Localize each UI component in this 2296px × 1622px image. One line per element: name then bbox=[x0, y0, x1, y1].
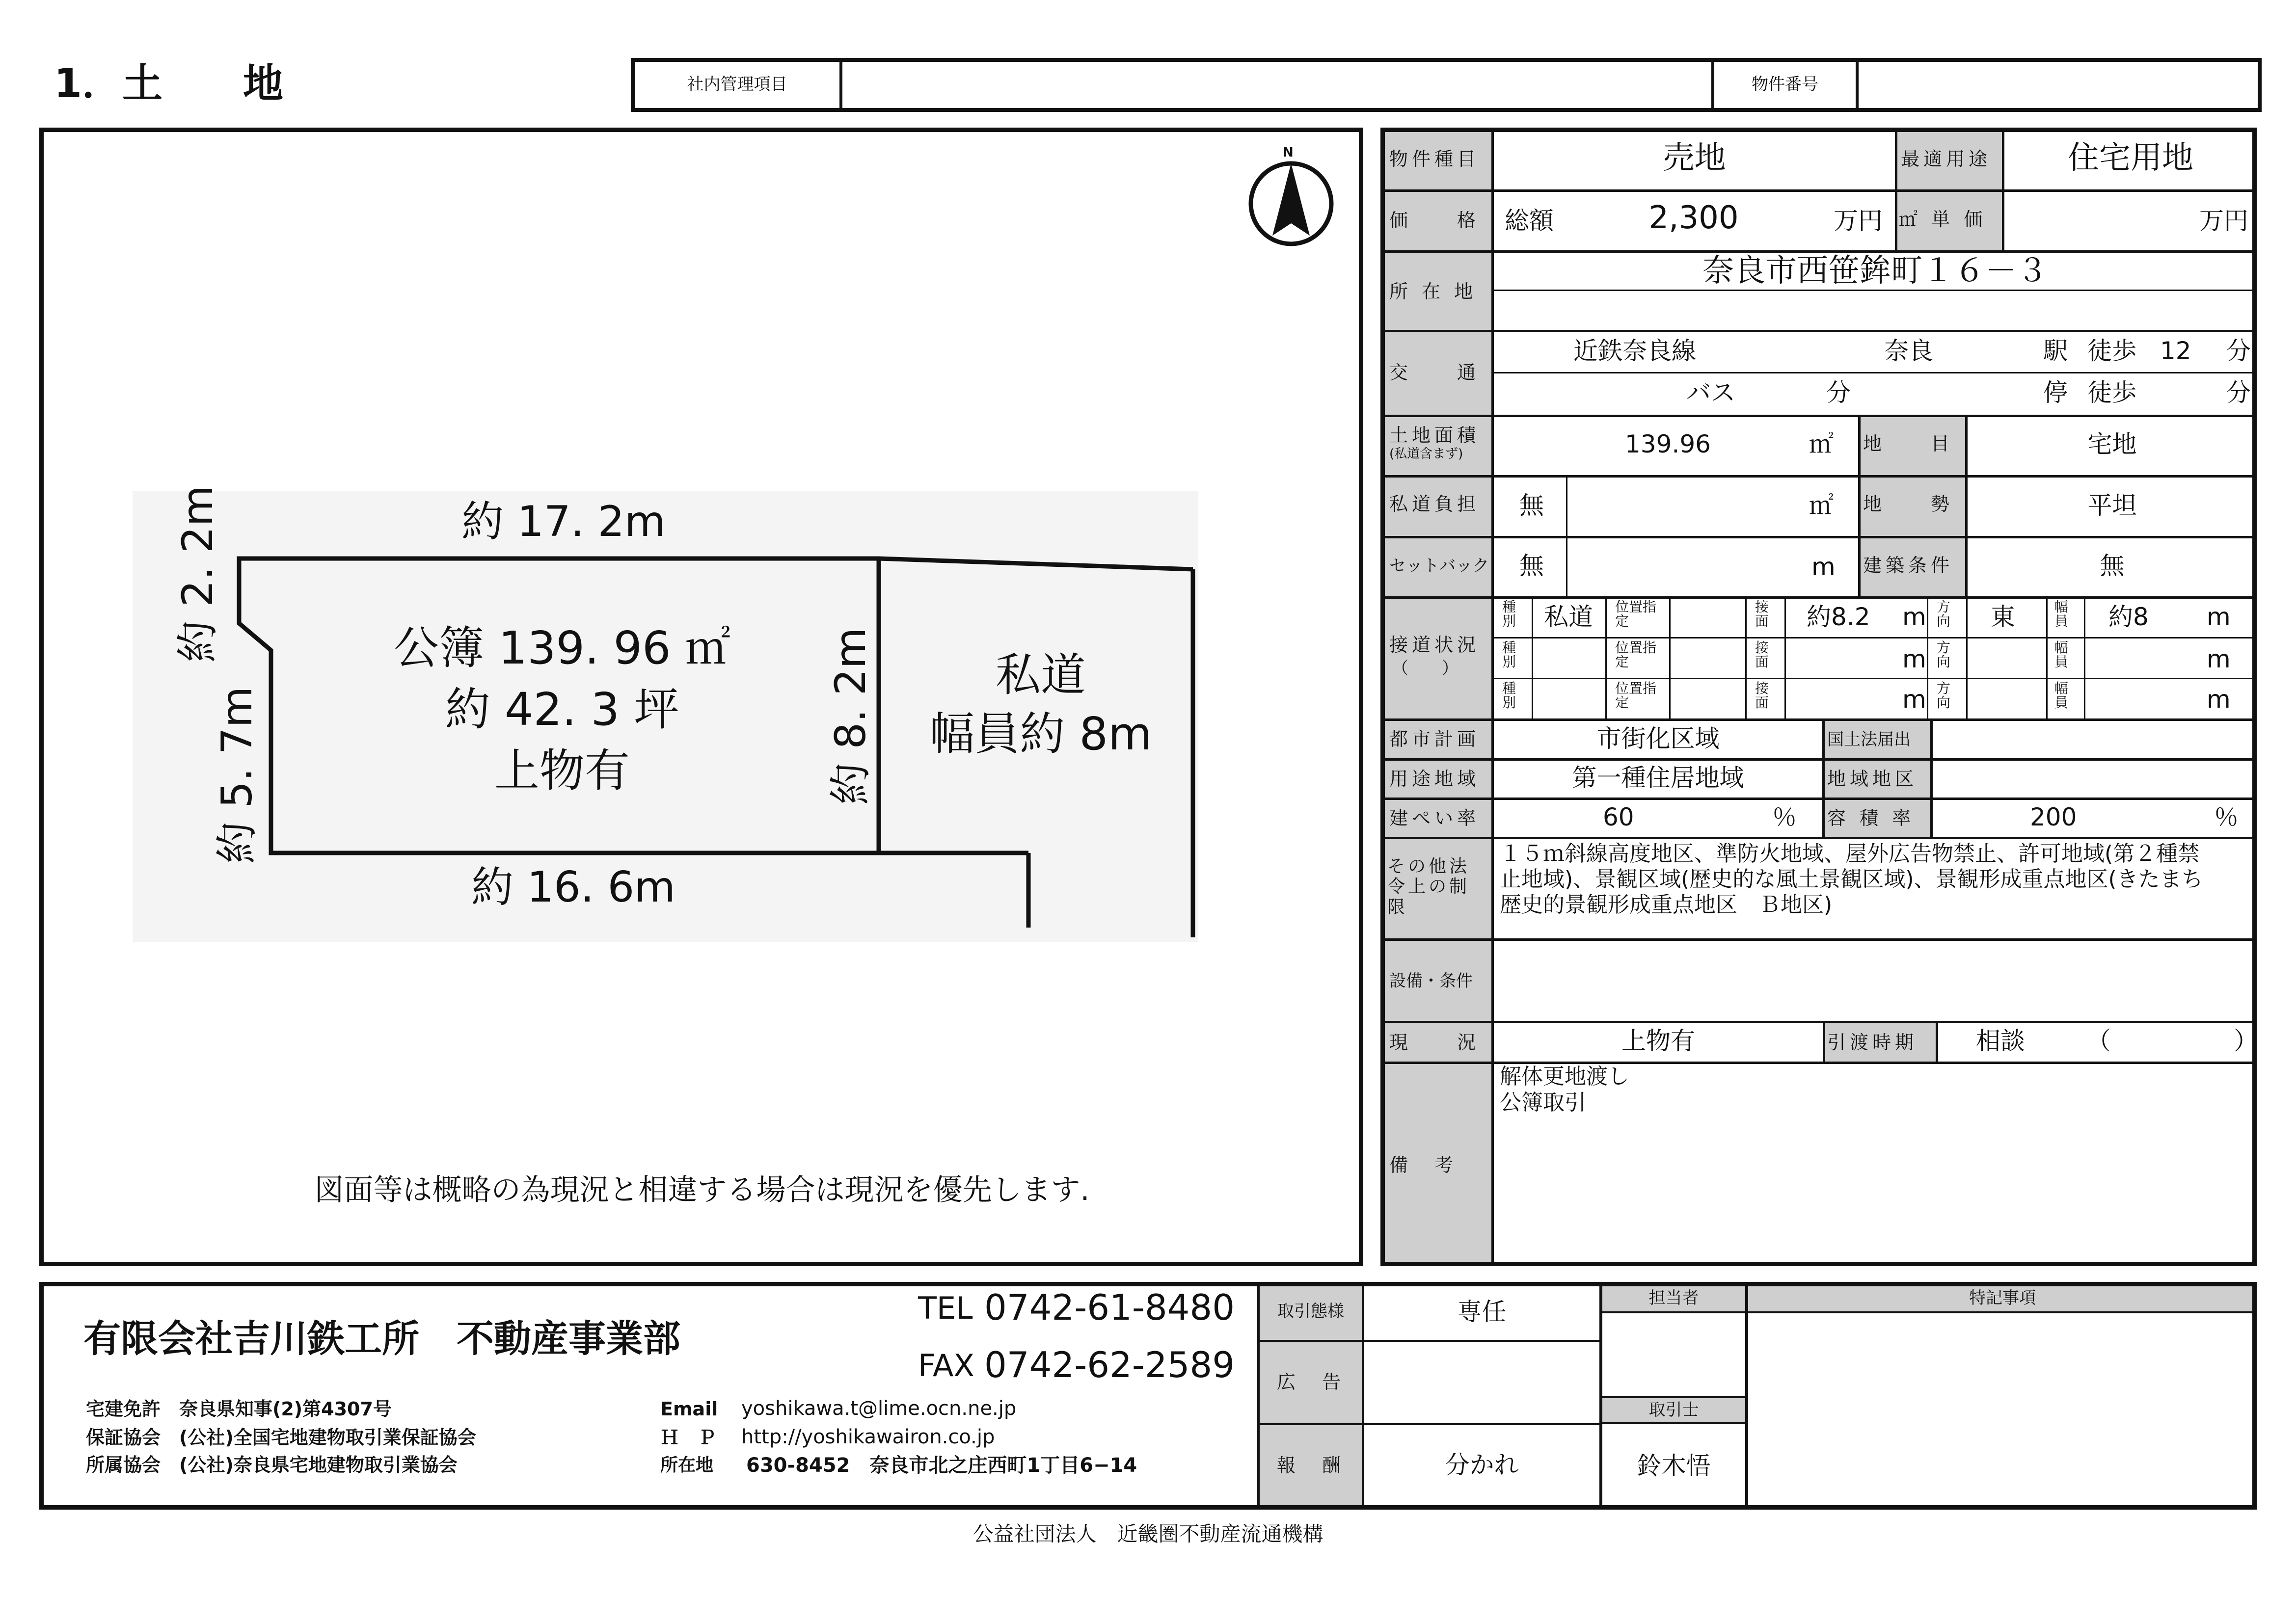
email-link[interactable]: yoshikawa.t@lime.ocn.ne.jp bbox=[741, 1397, 1017, 1420]
bus-label: バス bbox=[1686, 378, 1735, 407]
land-area-value: 139.96 bbox=[1625, 430, 1711, 458]
disclaimer: 図面等は概略の為現況と相違する場合は現況を優先します. bbox=[314, 1173, 1090, 1207]
price-label: 価 格 bbox=[1389, 210, 1480, 231]
lot-tsubo-line: 約 42. 3 坪 bbox=[445, 683, 679, 736]
road-unit-1b: m bbox=[2207, 603, 2231, 631]
far-unit: ％ bbox=[2214, 803, 2239, 831]
bcr-label: 建ぺい率 bbox=[1389, 807, 1480, 829]
road-h-type: 種別 bbox=[1502, 599, 1516, 630]
agent-value: 鈴木悟 bbox=[1637, 1452, 1711, 1480]
build-cond-label: 建築条件 bbox=[1863, 555, 1954, 576]
fee-value: 分かれ bbox=[1445, 1451, 1519, 1479]
district-label: 地域地区 bbox=[1827, 768, 1918, 790]
section-title: 1．土 地 bbox=[54, 60, 284, 107]
total-value: 2,300 bbox=[1648, 200, 1739, 236]
agent-label: 取引士 bbox=[1648, 1400, 1699, 1420]
city-plan-label: 都市計画 bbox=[1389, 728, 1480, 750]
organization: 公益社団法人 近畿圏不動産流通機構 bbox=[972, 1522, 1324, 1546]
road-h-dir: 方向 bbox=[1937, 599, 1951, 630]
address: 630-8452 奈良市北之庄西町1丁目6−14 bbox=[746, 1454, 1137, 1477]
guarantee-assoc: 保証協会 (公社)全国宅地建物取引業保証協会 bbox=[86, 1427, 476, 1448]
zoning-label: 用途地域 bbox=[1389, 768, 1480, 790]
road-h-width: 幅員 bbox=[2054, 599, 2069, 630]
road-unit-1a: m bbox=[1902, 603, 1926, 631]
traffic-label: 交 通 bbox=[1389, 362, 1480, 383]
lot-area-line: 公簿 139. 96 ㎡ bbox=[394, 622, 730, 674]
email-label: Email bbox=[660, 1398, 718, 1420]
private-road-label: 私道 bbox=[995, 649, 1086, 701]
location-value: 奈良市西笹鉾町１６－３ bbox=[1702, 253, 2048, 289]
total-unit: 万円 bbox=[1834, 207, 1883, 235]
road-h-pos-2: 位置指定 bbox=[1615, 639, 1657, 670]
road-h-dir-2: 方向 bbox=[1937, 639, 1951, 670]
road-h-front-3: 接面 bbox=[1755, 680, 1769, 711]
staff-label: 担当者 bbox=[1648, 1288, 1699, 1308]
facility-label: 設備・条件 bbox=[1389, 971, 1473, 991]
tel-number: 0742-61-8480 bbox=[984, 1287, 1235, 1328]
handover-label: 引渡時期 bbox=[1827, 1032, 1918, 1053]
chisei-value: 平坦 bbox=[2087, 491, 2137, 520]
city-plan-value: 市街化区域 bbox=[1596, 724, 1720, 753]
bcr-unit: ％ bbox=[1772, 803, 1797, 831]
build-cond-value: 無 bbox=[2100, 552, 2125, 580]
remarks-line-1: 解体更地渡し bbox=[1500, 1064, 1629, 1089]
line-name: 近鉄奈良線 bbox=[1573, 337, 1696, 365]
private-road-burden-value: 無 bbox=[1519, 491, 1544, 520]
address-label: 所在地 bbox=[660, 1455, 714, 1475]
private-road-burden-label: 私道負担 bbox=[1389, 493, 1480, 515]
road-unit-3a: m bbox=[1902, 685, 1926, 714]
tel-label: TEL bbox=[918, 1290, 973, 1326]
bcr-value: 60 bbox=[1603, 803, 1634, 831]
private-road-burden-unit: ㎡ bbox=[1809, 491, 1834, 520]
road-h-width-2: 幅員 bbox=[2054, 639, 2069, 670]
dim-left-lower: 約 5. 7m bbox=[213, 686, 262, 864]
walk-unit-2: 分 bbox=[2226, 378, 2251, 407]
road-h-type-3: 種別 bbox=[1502, 680, 1516, 711]
station-suffix: 駅 bbox=[2043, 337, 2068, 365]
north-label: N bbox=[1283, 145, 1294, 160]
license-no: 宅建免許 奈良県知事(2)第4307号 bbox=[86, 1398, 392, 1420]
road-width-1: 約8 bbox=[2108, 603, 2149, 631]
unit-price-unit: 万円 bbox=[2199, 207, 2248, 235]
dim-frontage: 約 8. 2m bbox=[826, 627, 875, 805]
road-unit-2b: m bbox=[2207, 645, 2231, 673]
other-law-label: その他法令上の制限 bbox=[1387, 856, 1470, 917]
road-h-pos: 位置指定 bbox=[1615, 599, 1657, 630]
status-value: 上物有 bbox=[1621, 1027, 1695, 1055]
handover-value: 相談 （ ） bbox=[1976, 1027, 2258, 1055]
road-unit-3b: m bbox=[2207, 685, 2231, 714]
road-unit-2a: m bbox=[1902, 645, 1926, 673]
road-status-sub: （ ） bbox=[1392, 659, 1459, 678]
land-area-sub: (私道含まず) bbox=[1389, 447, 1463, 461]
best-use-label: 最適用途 bbox=[1901, 148, 1992, 170]
company-name: 有限会社吉川鉄工所 不動産事業部 bbox=[83, 1317, 680, 1360]
ad-label: 広 告 bbox=[1276, 1371, 1345, 1393]
chisei-label: 地 勢 bbox=[1863, 493, 1954, 515]
road-direction-1: 東 bbox=[1991, 603, 2015, 631]
walk-label-2: 徒歩 bbox=[2087, 378, 2136, 407]
deal-label: 取引態様 bbox=[1277, 1302, 1344, 1321]
special-label: 特記事項 bbox=[1969, 1288, 2036, 1308]
other-law-line-2: 止地域)、景観区域(歴史的な風土景観区域)、景観形成重点地区(きたまち bbox=[1500, 867, 2203, 892]
hp-link[interactable]: http://yoshikawairon.co.jp bbox=[741, 1426, 995, 1448]
best-use-value: 住宅用地 bbox=[2068, 140, 2193, 176]
dim-left-upper: 約 2. 2m bbox=[173, 485, 222, 663]
type-label: 物件種目 bbox=[1389, 148, 1480, 170]
internal-mgmt-label: 社内管理項目 bbox=[687, 75, 787, 94]
setback-value: 無 bbox=[1519, 552, 1544, 580]
walk-value-1: 12 bbox=[2160, 337, 2191, 365]
road-type-1: 私道 bbox=[1544, 603, 1593, 631]
kokudo-label: 国土法届出 bbox=[1827, 730, 1911, 749]
unit-price-label: ㎡ 単 価 bbox=[1899, 209, 1987, 230]
other-law-line-1: １５ｍ斜線高度地区、準防火地域、屋外広告物禁止、許可地域(第２種禁 bbox=[1500, 841, 2200, 866]
far-value: 200 bbox=[2030, 803, 2077, 831]
walk-unit-1: 分 bbox=[2226, 337, 2251, 365]
bus-unit: 分 bbox=[1826, 378, 1851, 407]
land-area-label: 土地面積 bbox=[1389, 425, 1480, 446]
road-h-width-3: 幅員 bbox=[2054, 680, 2069, 711]
road-frontage-1: 約8.2 bbox=[1807, 603, 1870, 631]
setback-unit: m bbox=[1811, 553, 1836, 581]
total-label: 総額 bbox=[1505, 207, 1554, 235]
chimoku-value: 宅地 bbox=[2087, 430, 2137, 458]
stop-suffix: 停 bbox=[2043, 378, 2068, 407]
road-h-pos-3: 位置指定 bbox=[1615, 680, 1657, 711]
road-h-type-2: 種別 bbox=[1502, 639, 1516, 670]
walk-label-1: 徒歩 bbox=[2087, 337, 2136, 365]
road-h-front-2: 接面 bbox=[1755, 639, 1769, 670]
location-label: 所 在 地 bbox=[1389, 281, 1477, 302]
road-h-front: 接面 bbox=[1755, 599, 1769, 630]
property-no-label: 物件番号 bbox=[1752, 75, 1818, 94]
member-assoc: 所属協会 (公社)奈良県宅地建物取引業協会 bbox=[86, 1454, 458, 1476]
land-area-unit: ㎡ bbox=[1809, 430, 1834, 458]
fee-label: 報 酬 bbox=[1276, 1455, 1345, 1476]
type-value: 売地 bbox=[1663, 140, 1726, 176]
private-road-width: 幅員約 8m bbox=[929, 708, 1152, 760]
remarks-label: 備 考 bbox=[1389, 1154, 1458, 1176]
zoning-value: 第一種住居地域 bbox=[1572, 764, 1744, 792]
dim-bottom: 約 16. 6m bbox=[471, 863, 675, 912]
setback-label: セットバック bbox=[1389, 556, 1489, 576]
chimoku-label: 地 目 bbox=[1863, 433, 1954, 454]
fax-label: FAX bbox=[918, 1348, 974, 1383]
station-name: 奈良 bbox=[1884, 337, 1933, 365]
far-label: 容 積 率 bbox=[1827, 807, 1915, 829]
other-law-line-3: 歴史的景観形成重点地区 Ｂ地区) bbox=[1500, 892, 1833, 917]
hp-label: Ｈ Ｐ bbox=[660, 1427, 717, 1448]
lot-building-line: 上物有 bbox=[494, 745, 630, 797]
remarks-line-2: 公簿取引 bbox=[1500, 1090, 1586, 1115]
road-h-dir-3: 方向 bbox=[1937, 680, 1951, 711]
road-status-label: 接道状況 bbox=[1389, 634, 1480, 656]
status-label: 現 況 bbox=[1389, 1032, 1480, 1053]
deal-value: 専任 bbox=[1457, 1298, 1507, 1326]
dim-top: 約 17. 2m bbox=[461, 497, 666, 546]
fax-number: 0742-62-2589 bbox=[984, 1344, 1235, 1385]
